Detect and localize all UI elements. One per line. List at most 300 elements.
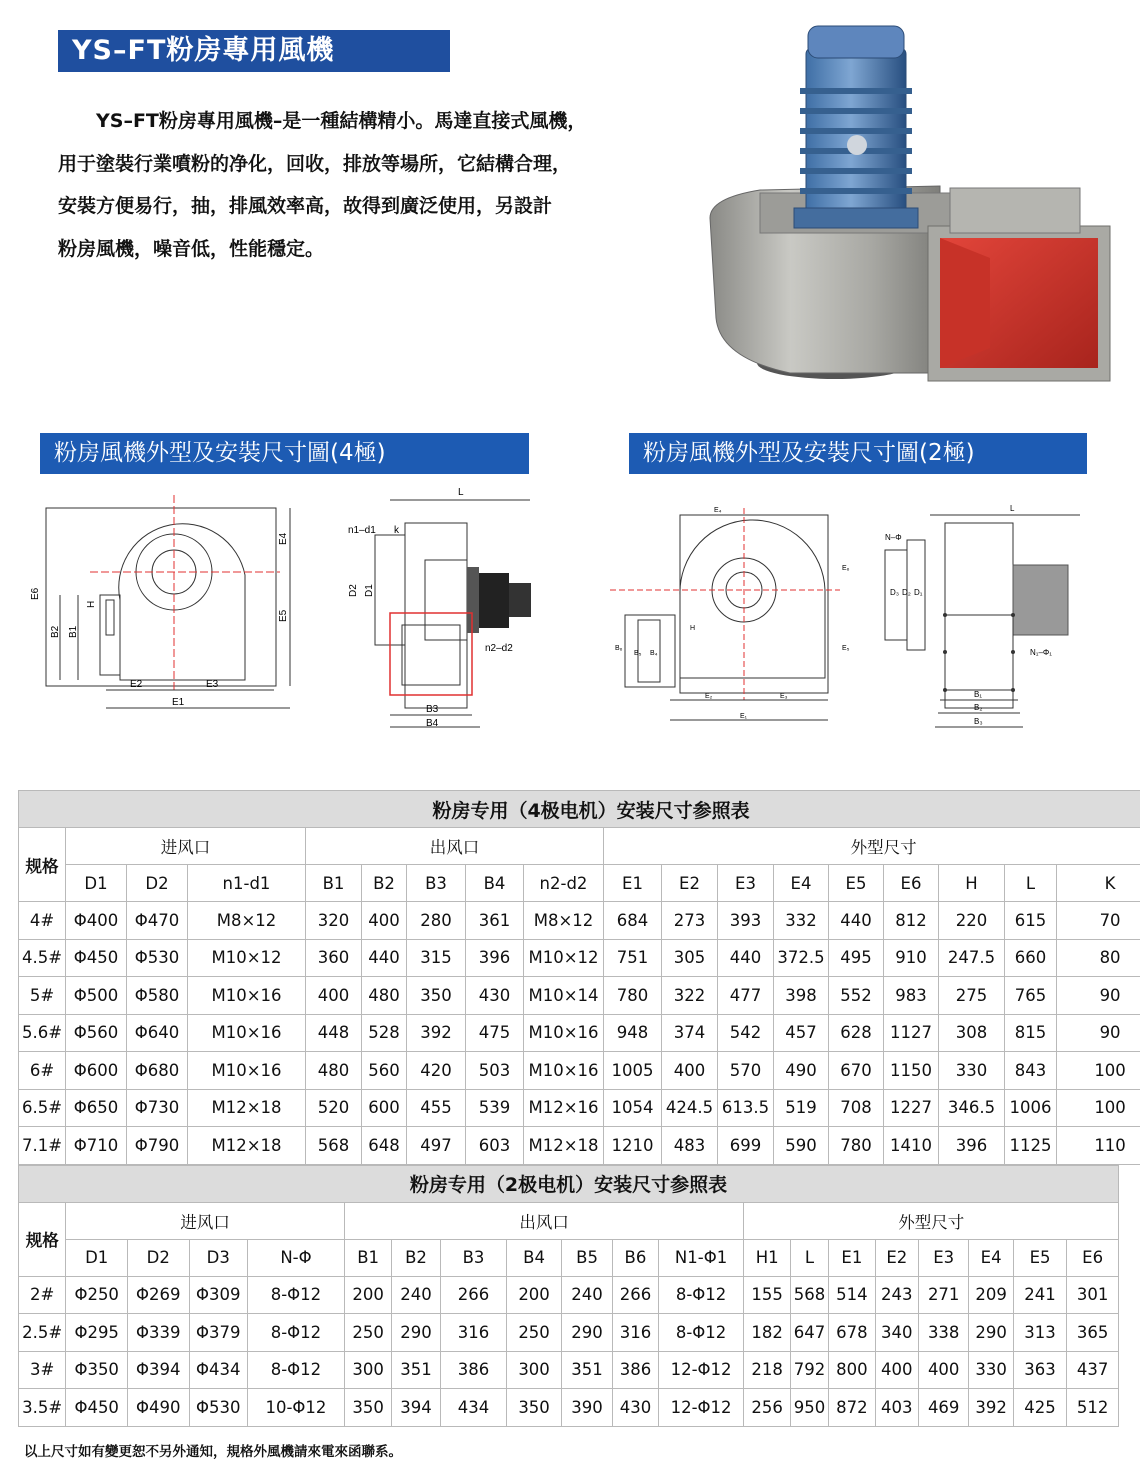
table-cell: 70 — [1057, 902, 1140, 940]
label-B3: B₃ — [974, 717, 983, 726]
intro-line: 安裝方便易行，抽，排風效率高，故得到廣泛使用，另設計 — [58, 195, 553, 217]
table-cell: Φ680 — [127, 1052, 188, 1090]
table-cell: 372.5 — [774, 939, 829, 977]
table-cell: 400 — [662, 1052, 718, 1090]
column-header: E6 — [1067, 1239, 1119, 1276]
table-cell: 80 — [1057, 939, 1140, 977]
table-cell: Φ350 — [66, 1351, 128, 1389]
table-cell: 539 — [466, 1089, 524, 1127]
column-header: E4 — [969, 1239, 1013, 1276]
table-cell: M10×16 — [188, 1014, 306, 1052]
label-L: L — [1010, 504, 1015, 513]
table-cell: 600 — [362, 1089, 407, 1127]
table-cell: Φ640 — [127, 1014, 188, 1052]
table-cell: 483 — [662, 1127, 718, 1165]
table-cell: 647 — [790, 1314, 828, 1352]
table-cell: 392 — [969, 1389, 1013, 1427]
table-cell: 948 — [604, 1014, 662, 1052]
label-B2: B2 — [50, 625, 61, 638]
table-cell: M10×16 — [524, 1014, 604, 1052]
label-D1: D₁ — [914, 588, 923, 597]
table-cell: 275 — [939, 977, 1005, 1015]
table-cell: 570 — [718, 1052, 774, 1090]
table-cell: Φ580 — [127, 977, 188, 1015]
spec-cell: 3.5# — [19, 1389, 66, 1427]
group-inlet: 进风口 — [66, 828, 306, 865]
spec-header: 规格 — [19, 828, 66, 902]
table-cell: 315 — [407, 939, 466, 977]
table-cell: Φ650 — [66, 1089, 127, 1127]
table-cell: 440 — [829, 902, 884, 940]
table-cell: 290 — [392, 1314, 440, 1352]
table-4-pole — [18, 790, 1140, 1165]
intro-text — [58, 100, 678, 270]
fan-product-image — [700, 18, 1120, 390]
group-outlet: 出风口 — [306, 828, 604, 865]
table-cell: 514 — [829, 1276, 875, 1314]
label-E3: E₃ — [780, 693, 788, 700]
label-B1: B₁ — [974, 690, 983, 699]
table-cell: M12×18 — [188, 1127, 306, 1165]
table-cell: Φ560 — [66, 1014, 127, 1052]
table-cell: 497 — [407, 1127, 466, 1165]
table-cell: 396 — [939, 1127, 1005, 1165]
column-header: E2 — [875, 1239, 918, 1276]
table-cell: 670 — [829, 1052, 884, 1090]
column-header: H — [939, 865, 1005, 902]
table-cell: 400 — [918, 1351, 968, 1389]
label-B6: B₆ — [615, 645, 623, 652]
table-cell: 12-Φ12 — [658, 1389, 744, 1427]
table-cell: 440 — [362, 939, 407, 977]
label-N-Phi: N–Φ — [885, 533, 902, 542]
column-header: D3 — [189, 1239, 248, 1276]
table-cell: 100 — [1057, 1089, 1140, 1127]
table-cell: 266 — [613, 1276, 658, 1314]
label-H: H — [86, 600, 97, 608]
table-cell: 1410 — [884, 1127, 939, 1165]
column-header: D1 — [66, 865, 127, 902]
label-B5: B₅ — [634, 650, 642, 657]
label-E2: E₂ — [705, 693, 713, 700]
spec-cell: 4# — [19, 902, 66, 940]
table-cell: 560 — [362, 1052, 407, 1090]
table-row — [19, 1389, 1119, 1427]
table-cell: 350 — [344, 1389, 391, 1427]
label-D1: D1 — [364, 584, 375, 597]
group-outer: 外型尺寸 — [744, 1202, 1119, 1239]
label-E6: E₆ — [842, 565, 850, 572]
table-cell: 520 — [306, 1089, 362, 1127]
table-cell: Φ530 — [127, 939, 188, 977]
label-D2: D₂ — [902, 588, 911, 597]
table-cell: 241 — [1013, 1276, 1066, 1314]
table-cell: 332 — [774, 902, 829, 940]
intro-line: YS–FT粉房專用風機–是一種結構精小。馬達直接式風機， — [58, 110, 587, 132]
column-header: B6 — [613, 1239, 658, 1276]
label-B2: B₂ — [974, 703, 983, 712]
table-cell: 660 — [1005, 939, 1057, 977]
table-cell: 475 — [466, 1014, 524, 1052]
intro-line: 用于塗裝行業噴粉的净化，回收，排放等場所，它結構合理， — [58, 152, 572, 175]
table-cell: 8-Φ12 — [248, 1314, 345, 1352]
table-cell: 708 — [829, 1089, 884, 1127]
table-cell: 628 — [829, 1014, 884, 1052]
table-cell: 290 — [969, 1314, 1013, 1352]
spec-cell: 3# — [19, 1351, 66, 1389]
page-title: YS–FT粉房專用風機 — [58, 30, 450, 72]
table-cell: Φ600 — [66, 1052, 127, 1090]
table-cell: 320 — [306, 902, 362, 940]
column-header: B5 — [561, 1239, 612, 1276]
table-cell: M10×14 — [524, 977, 604, 1015]
column-header: E5 — [829, 865, 884, 902]
diagram-4pole-front — [30, 490, 310, 725]
column-header: n1-d1 — [188, 865, 306, 902]
table-cell: 340 — [875, 1314, 918, 1352]
table-cell: 90 — [1057, 977, 1140, 1015]
group-outer: 外型尺寸 — [604, 828, 1140, 865]
spec-cell: 4.5# — [19, 939, 66, 977]
table-row — [19, 902, 1140, 940]
label-E2: E2 — [130, 679, 143, 690]
table-cell: 792 — [790, 1351, 828, 1389]
table-row — [19, 939, 1140, 977]
table-cell: 615 — [1005, 902, 1057, 940]
table-2-pole — [18, 1165, 1119, 1427]
table-cell: 568 — [790, 1276, 828, 1314]
table-cell: Φ400 — [66, 902, 127, 940]
column-header: E2 — [662, 865, 718, 902]
table-cell: 455 — [407, 1089, 466, 1127]
table-cell: 273 — [662, 902, 718, 940]
column-header: E5 — [1013, 1239, 1066, 1276]
label-E1: E₁ — [740, 713, 748, 720]
table-cell: 200 — [344, 1276, 391, 1314]
label-D3: D₃ — [890, 588, 900, 597]
column-header: E1 — [604, 865, 662, 902]
spec-cell: 6# — [19, 1052, 66, 1090]
table-cell: 1210 — [604, 1127, 662, 1165]
table-cell: 316 — [613, 1314, 658, 1352]
spec-cell: 6.5# — [19, 1089, 66, 1127]
table-4-caption: 粉房专用（4极电机）安装尺寸参照表 — [19, 791, 1140, 828]
column-header: E6 — [884, 865, 939, 902]
table-cell: 425 — [1013, 1389, 1066, 1427]
table-cell: 271 — [918, 1276, 968, 1314]
table-cell: 440 — [718, 939, 774, 977]
table-cell: M8×12 — [524, 902, 604, 940]
table-cell: M12×18 — [524, 1127, 604, 1165]
table-cell: 437 — [1067, 1351, 1119, 1389]
table-cell: 490 — [774, 1052, 829, 1090]
table-cell: Φ434 — [189, 1351, 248, 1389]
table-cell: 403 — [875, 1389, 918, 1427]
label-H: H — [690, 625, 696, 632]
table-cell: 400 — [875, 1351, 918, 1389]
label-E5: E5 — [278, 609, 289, 622]
table-cell: 448 — [306, 1014, 362, 1052]
table-cell: 330 — [969, 1351, 1013, 1389]
table-cell: 218 — [744, 1351, 790, 1389]
table-cell: 812 — [884, 902, 939, 940]
column-header: B4 — [466, 865, 524, 902]
label-E5: E₅ — [842, 645, 850, 652]
table-cell: 430 — [466, 977, 524, 1015]
table-cell: 240 — [392, 1276, 440, 1314]
column-header: D2 — [127, 1239, 189, 1276]
table-cell: 950 — [790, 1389, 828, 1427]
table-cell: M10×16 — [524, 1052, 604, 1090]
table-cell: 250 — [507, 1314, 561, 1352]
table-cell: 420 — [407, 1052, 466, 1090]
label-B4: B₄ — [650, 650, 658, 657]
table-cell: 350 — [407, 977, 466, 1015]
column-header: B4 — [507, 1239, 561, 1276]
table-cell: Φ500 — [66, 977, 127, 1015]
table-cell: 603 — [466, 1127, 524, 1165]
group-outlet: 出风口 — [344, 1202, 744, 1239]
table-cell: 301 — [1067, 1276, 1119, 1314]
table-cell: 400 — [362, 902, 407, 940]
table-cell: 360 — [306, 939, 362, 977]
column-header: E3 — [718, 865, 774, 902]
table-cell: 613.5 — [718, 1089, 774, 1127]
table-cell: Φ490 — [127, 1389, 189, 1427]
table-cell: M8×12 — [188, 902, 306, 940]
table-row — [19, 1314, 1119, 1352]
table-cell: M12×18 — [188, 1089, 306, 1127]
table-cell: Φ394 — [127, 1351, 189, 1389]
table-cell: 1127 — [884, 1014, 939, 1052]
table-cell: 220 — [939, 902, 1005, 940]
table-cell: 209 — [969, 1276, 1013, 1314]
table-cell: 280 — [407, 902, 466, 940]
column-header: D2 — [127, 865, 188, 902]
table-cell: 155 — [744, 1276, 790, 1314]
column-header: n2-d2 — [524, 865, 604, 902]
table-cell: 528 — [362, 1014, 407, 1052]
table-cell: 1006 — [1005, 1089, 1057, 1127]
column-header: B2 — [392, 1239, 440, 1276]
label-E3: E3 — [206, 679, 219, 690]
table-cell: 434 — [440, 1389, 507, 1427]
column-header: B2 — [362, 865, 407, 902]
label-B1: B1 — [68, 625, 79, 638]
dimension-tables — [18, 790, 1126, 1427]
column-header: L — [1005, 865, 1057, 902]
table-cell: 182 — [744, 1314, 790, 1352]
table-cell: 910 — [884, 939, 939, 977]
table-cell: 8-Φ12 — [248, 1351, 345, 1389]
table-cell: 480 — [362, 977, 407, 1015]
table-cell: 90 — [1057, 1014, 1140, 1052]
column-header: K — [1057, 865, 1140, 902]
table-cell: 815 — [1005, 1014, 1057, 1052]
table-cell: Φ379 — [189, 1314, 248, 1352]
table-cell: 469 — [918, 1389, 968, 1427]
table-row — [19, 1089, 1140, 1127]
table-cell: 305 — [662, 939, 718, 977]
table-cell: Φ450 — [66, 939, 127, 977]
column-header: H1 — [744, 1239, 790, 1276]
table-cell: 12-Φ12 — [658, 1351, 744, 1389]
table-cell: 542 — [718, 1014, 774, 1052]
table-cell: 495 — [829, 939, 884, 977]
table-cell: 392 — [407, 1014, 466, 1052]
column-header: E1 — [829, 1239, 875, 1276]
spec-cell: 5.6# — [19, 1014, 66, 1052]
diagram-4pole-side — [330, 485, 560, 735]
table-cell: 503 — [466, 1052, 524, 1090]
label-n1-d1: n1–d1 — [348, 525, 376, 536]
table-cell: 512 — [1067, 1389, 1119, 1427]
label-n2-d2: n2–d2 — [485, 643, 513, 654]
column-header: B1 — [344, 1239, 391, 1276]
table-cell: Φ530 — [189, 1389, 248, 1427]
table-cell: 390 — [561, 1389, 612, 1427]
table-cell: 424.5 — [662, 1089, 718, 1127]
table-cell: 1227 — [884, 1089, 939, 1127]
spec-cell: 5# — [19, 977, 66, 1015]
label-E4: E4 — [278, 532, 289, 545]
table-cell: 1150 — [884, 1052, 939, 1090]
table-cell: 346.5 — [939, 1089, 1005, 1127]
label-k: k — [394, 525, 399, 536]
diagram-2pole-front — [610, 500, 850, 730]
table-cell: 400 — [306, 977, 362, 1015]
spec-header: 规格 — [19, 1202, 66, 1276]
table-cell: Φ450 — [66, 1389, 128, 1427]
table-cell: Φ470 — [127, 902, 188, 940]
table-cell: 250 — [344, 1314, 391, 1352]
column-header: N-Φ — [248, 1239, 345, 1276]
table-cell: 398 — [774, 977, 829, 1015]
table-cell: 552 — [829, 977, 884, 1015]
intro-line: 粉房風機，噪音低，性能穩定。 — [58, 237, 325, 260]
table-cell: 477 — [718, 977, 774, 1015]
table-cell: 200 — [507, 1276, 561, 1314]
column-header: E4 — [774, 865, 829, 902]
label-E6: E6 — [30, 587, 41, 600]
table-cell: 361 — [466, 902, 524, 940]
table-cell: 648 — [362, 1127, 407, 1165]
table-row — [19, 1127, 1140, 1165]
label-E1: E1 — [172, 697, 185, 708]
table-cell: 590 — [774, 1127, 829, 1165]
table-cell: 1005 — [604, 1052, 662, 1090]
label-D2: D2 — [348, 584, 359, 597]
table-cell: 363 — [1013, 1351, 1066, 1389]
table-cell: 8-Φ12 — [658, 1314, 744, 1352]
table-cell: 1054 — [604, 1089, 662, 1127]
table-row — [19, 1014, 1140, 1052]
table-cell: 8-Φ12 — [658, 1276, 744, 1314]
table-cell: Φ730 — [127, 1089, 188, 1127]
table-cell: Φ309 — [189, 1276, 248, 1314]
table-cell: M10×12 — [524, 939, 604, 977]
diagram-2pole-side — [870, 495, 1080, 740]
table-cell: 386 — [613, 1351, 658, 1389]
spec-cell: 2# — [19, 1276, 66, 1314]
section-title-4-pole: 粉房風機外型及安裝尺寸圖(4極) — [40, 433, 529, 474]
table-cell: 110 — [1057, 1127, 1140, 1165]
table-row — [19, 1052, 1140, 1090]
table-cell: 300 — [344, 1351, 391, 1389]
table-cell: 351 — [392, 1351, 440, 1389]
table-cell: 519 — [774, 1089, 829, 1127]
table-cell: 100 — [1057, 1052, 1140, 1090]
table-cell: Φ790 — [127, 1127, 188, 1165]
table-cell: 266 — [440, 1276, 507, 1314]
table-cell: 983 — [884, 977, 939, 1015]
table-cell: 751 — [604, 939, 662, 977]
table-cell: 394 — [392, 1389, 440, 1427]
table-cell: 386 — [440, 1351, 507, 1389]
table-cell: 351 — [561, 1351, 612, 1389]
table-cell: Φ295 — [66, 1314, 128, 1352]
table-cell: 10-Φ12 — [248, 1389, 345, 1427]
table-row — [19, 1351, 1119, 1389]
table-cell: 374 — [662, 1014, 718, 1052]
table-cell: 568 — [306, 1127, 362, 1165]
table-row — [19, 977, 1140, 1015]
table-cell: 872 — [829, 1389, 875, 1427]
table-2-caption: 粉房专用（2极电机）安装尺寸参照表 — [19, 1165, 1119, 1202]
table-cell: 365 — [1067, 1314, 1119, 1352]
label-B3: B3 — [426, 704, 439, 715]
table-cell: 243 — [875, 1276, 918, 1314]
table-cell: 8-Φ12 — [248, 1276, 345, 1314]
table-cell: 678 — [829, 1314, 875, 1352]
label-L: L — [458, 487, 464, 498]
table-cell: M12×16 — [524, 1089, 604, 1127]
table-cell: 350 — [507, 1389, 561, 1427]
table-cell: M10×16 — [188, 1052, 306, 1090]
table-cell: 256 — [744, 1389, 790, 1427]
column-header: B3 — [440, 1239, 507, 1276]
label-E4: E₄ — [714, 507, 722, 514]
label-N1-Phi1: N₁–Φ₁ — [1030, 648, 1053, 657]
table-cell: Φ250 — [66, 1276, 128, 1314]
table-cell: Φ710 — [66, 1127, 127, 1165]
column-header: L — [790, 1239, 828, 1276]
footer-note: 以上尺寸如有變更恕不另外通知，規格外風機請來電來函聯系。 — [24, 1444, 402, 1460]
table-cell: 843 — [1005, 1052, 1057, 1090]
table-cell: 699 — [718, 1127, 774, 1165]
table-cell: M10×12 — [188, 939, 306, 977]
section-title-2-pole: 粉房風機外型及安裝尺寸圖(2極) — [629, 433, 1087, 474]
table-cell: 393 — [718, 902, 774, 940]
group-inlet: 进风口 — [66, 1202, 344, 1239]
table-cell: 313 — [1013, 1314, 1066, 1352]
table-cell: M10×16 — [188, 977, 306, 1015]
table-cell: 330 — [939, 1052, 1005, 1090]
table-cell: Φ339 — [127, 1314, 189, 1352]
table-cell: 765 — [1005, 977, 1057, 1015]
table-cell: 322 — [662, 977, 718, 1015]
column-header: B3 — [407, 865, 466, 902]
column-header: N1-Φ1 — [658, 1239, 744, 1276]
table-cell: 800 — [829, 1351, 875, 1389]
table-cell: 396 — [466, 939, 524, 977]
table-cell: 684 — [604, 902, 662, 940]
table-cell: 780 — [829, 1127, 884, 1165]
label-B4: B4 — [426, 718, 439, 729]
table-cell: 430 — [613, 1389, 658, 1427]
table-cell: 247.5 — [939, 939, 1005, 977]
table-cell: Φ269 — [127, 1276, 189, 1314]
